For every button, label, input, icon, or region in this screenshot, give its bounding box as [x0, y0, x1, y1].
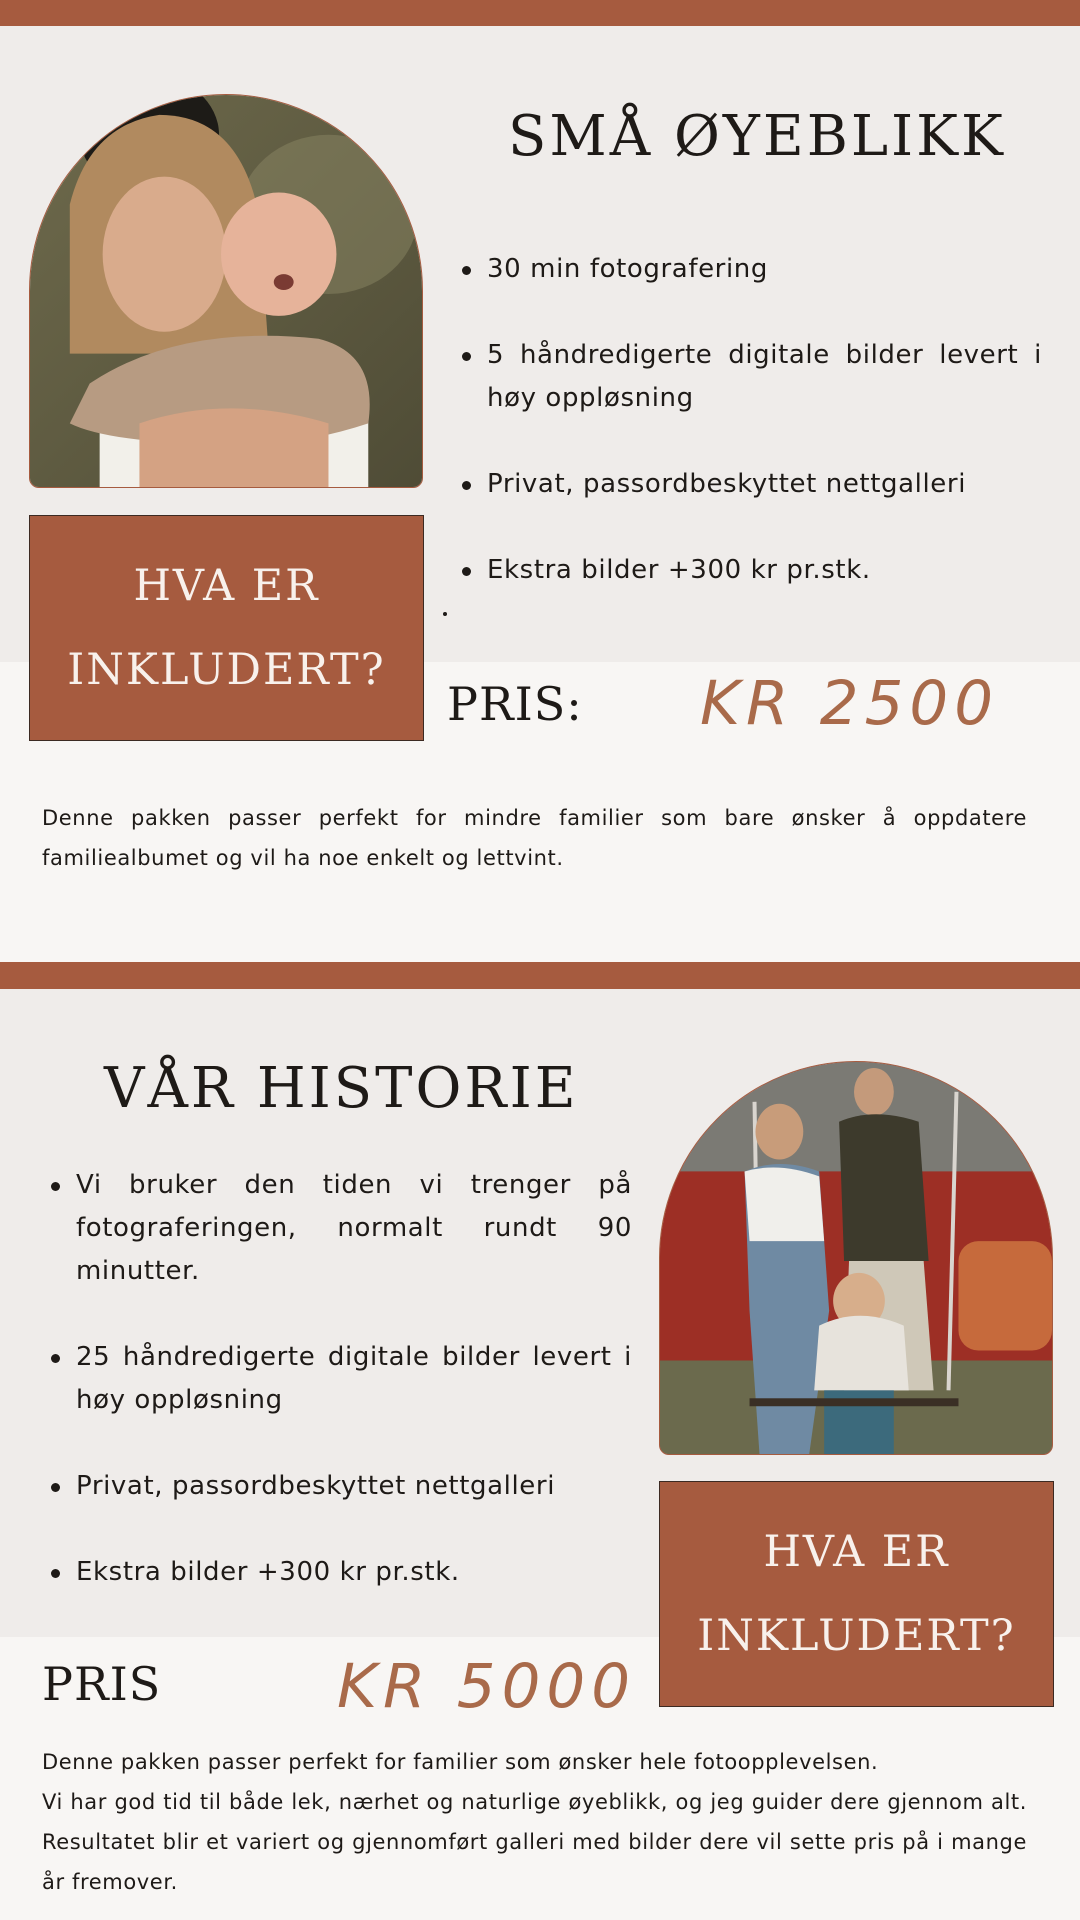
included-badge — [659, 1481, 1054, 1707]
feature-item: 5 håndredigerte digitale bilder levert i høy oppløsning — [459, 334, 1042, 420]
feature-list — [459, 248, 1042, 592]
feature-item: Privat, passordbeskyttet nettgalleri — [48, 1465, 632, 1508]
feature-item: 30 min fotografering — [459, 248, 1042, 291]
package-description: Denne pakken passer perfekt for mindre familier som bare ønsker å oppdatere familiealbumet og vil ha noe enkelt og lettvint. — [42, 806, 1027, 870]
feature-item: Vi bruker den tiden vi trenger på fotograferingen, normalt rundt 90 minutter. — [48, 1164, 632, 1293]
feature-item: 25 håndredigerte digitale bilder levert i høy oppløsning — [48, 1336, 632, 1422]
description-line: Denne pakken passer perfekt for familier som ønsker hele fotoopplevelsen. — [42, 1750, 879, 1774]
package-title: VÅR HISTORIE — [104, 1056, 579, 1121]
feature-item: Ekstra bilder +300 kr pr.stk. — [459, 549, 1042, 592]
badge-line-1: HVA ER — [763, 1527, 950, 1577]
stray-dot — [443, 612, 447, 616]
feature-list — [48, 1164, 632, 1594]
feature-item: Privat, passordbeskyttet nettgalleri — [459, 463, 1042, 506]
top-accent-band — [0, 0, 1080, 26]
photo-family-swing — [659, 1061, 1053, 1455]
description-line: Vi har god tid til både lek, nærhet og naturlige øyeblikk, og jeg guider dere gjennom alt. Resultatet blir et variert og gjennomført galleri med bilder dere vil sette pris på i mange år fremover. — [42, 1790, 1027, 1894]
badge-line-2: INKLUDERT? — [67, 645, 386, 695]
photo-girl-holding-baby — [29, 94, 423, 488]
price-label: PRIS — [42, 1657, 162, 1711]
price-value: KR 2500 — [700, 668, 1000, 739]
badge-line-1: HVA ER — [133, 561, 320, 611]
middle-accent-band — [0, 962, 1080, 989]
included-badge — [29, 515, 424, 741]
package-description — [42, 1742, 1027, 1902]
price-value: KR 5000 — [337, 1651, 637, 1722]
badge-line-2: INKLUDERT? — [697, 1611, 1016, 1661]
feature-item: Ekstra bilder +300 kr pr.stk. — [48, 1551, 632, 1594]
price-label: PRIS: — [447, 677, 583, 731]
package-title: SMÅ ØYEBLIKK — [508, 104, 1006, 169]
